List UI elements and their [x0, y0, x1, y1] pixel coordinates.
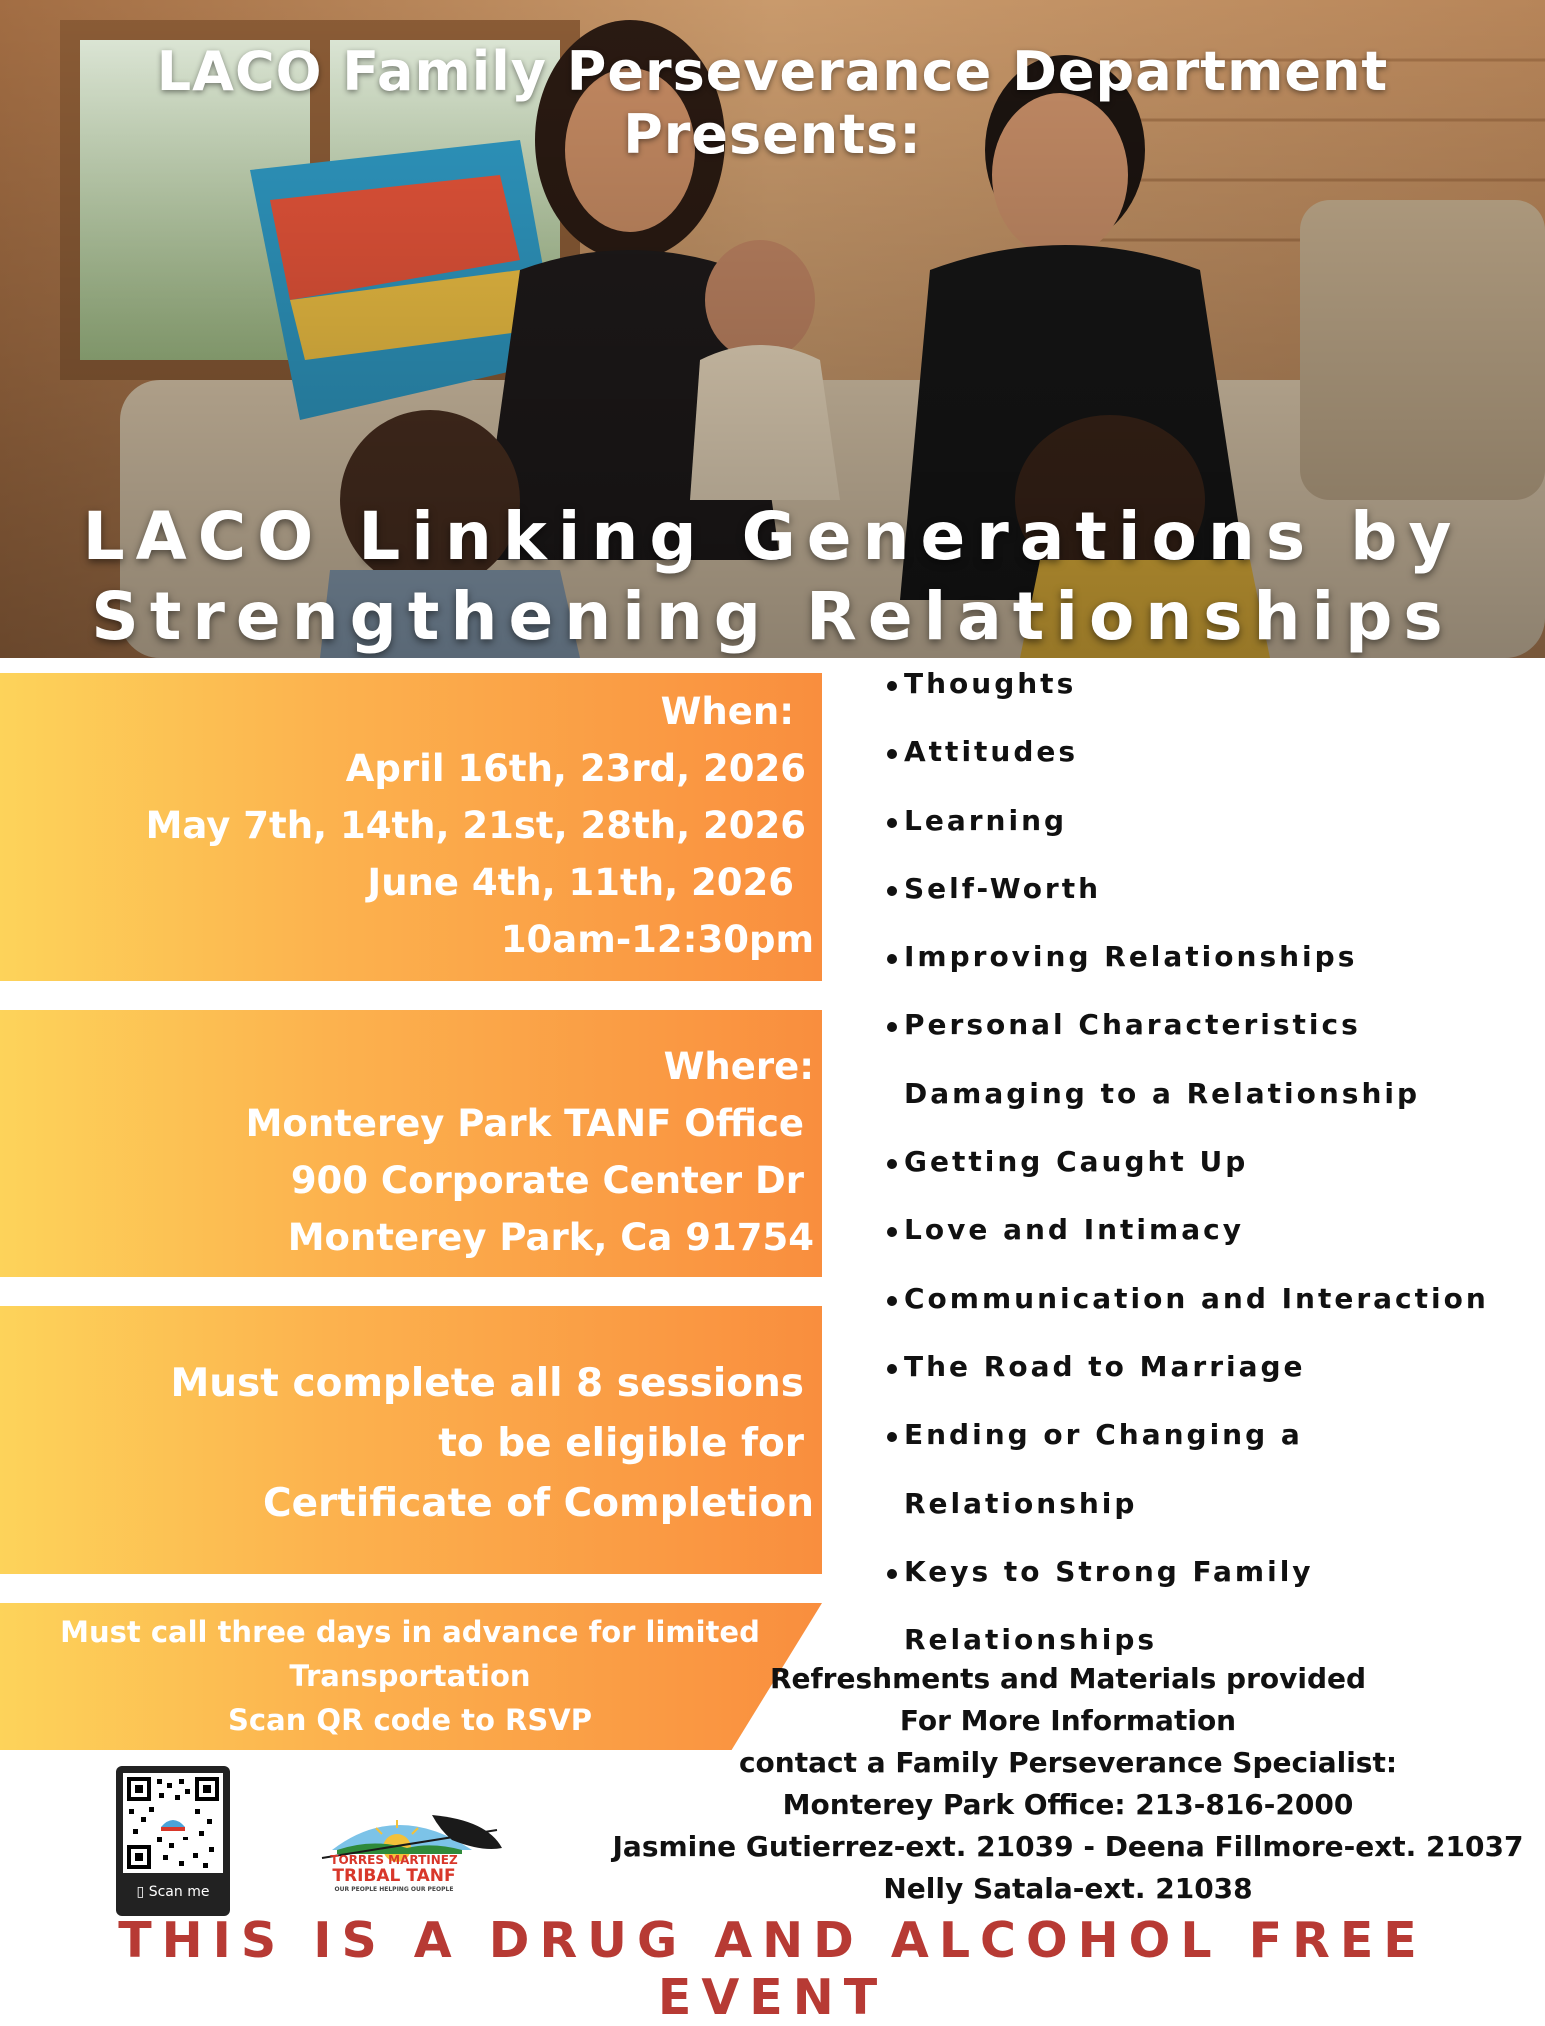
topic-item: Communication and Interaction [904, 1275, 1544, 1343]
event-title-line2: Strengthening Relationships [91, 578, 1454, 655]
topic-item: Relationships [904, 1623, 1158, 1657]
logo-name-line1: TORRES MARTINEZ [330, 1853, 458, 1867]
topic-item: Thoughts [904, 660, 1544, 728]
transport-line1: Must call three days in advance for limited [60, 1615, 760, 1649]
topic-item: Keys to Strong Family [904, 1548, 1544, 1616]
contact-specialist: contact a Family Perseverance Specialist: [738, 1746, 1398, 1779]
requirement-line1: Must complete all 8 sessions [170, 1361, 804, 1406]
rsvp-qr-code[interactable] [116, 1766, 230, 1916]
topics-list [904, 660, 1544, 1684]
topic-item: Attitudes [904, 728, 1544, 796]
requirement-box [0, 1306, 822, 1574]
topic-item: Learning [904, 797, 1544, 865]
hero-photo [0, 0, 1545, 658]
when-dates-june: June 4th, 11th, 2026 [367, 861, 794, 904]
more-info-label: For More Information [899, 1704, 1237, 1737]
when-dates-april: April 16th, 23rd, 2026 [345, 747, 806, 790]
when-time: 10am-12:30pm [500, 918, 814, 961]
contact-info [612, 1658, 1524, 1910]
where-label: Where: [663, 1045, 814, 1088]
topic-item: Love and Intimacy [904, 1206, 1544, 1274]
topic-item: Ending or Changing a [904, 1411, 1544, 1479]
topic-item: Damaging to a Relationship [904, 1076, 1421, 1110]
topic-item: Relationship [904, 1486, 1138, 1520]
event-title [0, 497, 1545, 657]
where-street: 900 Corporate Center Dr [290, 1159, 804, 1202]
phone-icon: ▯ [136, 1884, 145, 1900]
qr-graphic [123, 1773, 223, 1873]
when-box [0, 673, 822, 981]
office-phone: Monterey Park Office: 213-816-2000 [782, 1788, 1354, 1821]
topic-item: Personal Characteristics [904, 1001, 1544, 1069]
transport-line3: Scan QR code to RSVP [228, 1703, 592, 1737]
topic-item: The Road to Marriage [904, 1343, 1544, 1411]
transport-line2: Transportation [289, 1659, 531, 1693]
where-box [0, 1010, 822, 1277]
qr-scan-label [116, 1884, 230, 1900]
qr-pattern [123, 1773, 223, 1873]
qr-scan-text: Scan me [148, 1884, 210, 1900]
drug-alcohol-free-notice: THIS IS A DRUG AND ALCOHOL FREE EVENT [118, 1912, 1427, 2026]
where-city: Monterey Park, Ca 91754 [287, 1216, 814, 1259]
event-title-line1: LACO Linking Generations by [82, 498, 1463, 575]
refreshments-note: Refreshments and Materials provided [769, 1662, 1367, 1695]
logo-name-line2: TRIBAL TANF [332, 1866, 456, 1886]
when-dates-may: May 7th, 14th, 21st, 28th, 2026 [145, 804, 806, 847]
topic-item: Improving Relationships [904, 933, 1544, 1001]
topic-item: Getting Caught Up [904, 1138, 1544, 1206]
where-office: Monterey Park TANF Office [245, 1102, 804, 1145]
topic-item: Self-Worth [904, 865, 1544, 933]
presents-heading: LACO Family Perseverance Department Presents: [156, 40, 1389, 166]
when-label: When: [660, 690, 794, 733]
staff-extension-nelly: Nelly Satala-ext. 21038 [883, 1872, 1253, 1905]
requirement-line3: Certificate of Completion [262, 1481, 814, 1526]
logo-tagline: OUR PEOPLE HELPING OUR PEOPLE [334, 1886, 454, 1893]
staff-extensions: Jasmine Gutierrez-ext. 21039 - Deena Fillmore-ext. 21037 [612, 1830, 1524, 1863]
logo-text [312, 1853, 476, 1894]
requirement-line2: to be eligible for [438, 1421, 804, 1466]
